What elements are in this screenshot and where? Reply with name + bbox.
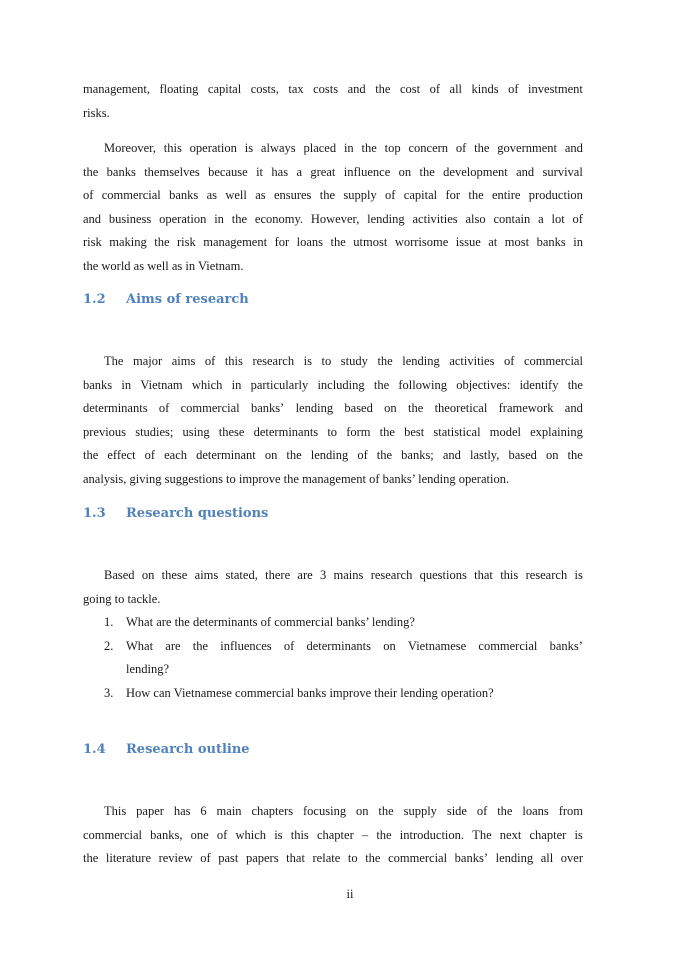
text-line: risks. xyxy=(83,105,110,120)
text-line: risk making the risk management for loans the utmost worrisome issue at most banks in xyxy=(83,235,583,249)
list-item xyxy=(104,635,583,682)
text-line: commercial banks, one of which is this chapter – the introduction. The next chapter is xyxy=(83,827,583,842)
list-number: 1. xyxy=(104,615,114,629)
section-title: Research outline xyxy=(126,742,250,757)
text-line: management, floating capital costs, tax costs and the cost of all kinds of investment xyxy=(83,82,583,96)
list-item-text: What are the determinants of commercial banks’ lending? xyxy=(126,615,415,629)
paragraph-outline xyxy=(83,800,583,871)
text-line: the literature review of past papers that relate to the commercial banks’ lending all over xyxy=(83,851,583,865)
list-number: 2. xyxy=(104,638,114,653)
page-number: ii xyxy=(346,887,354,901)
paragraph-intro-continued xyxy=(83,78,583,125)
text-line: previous studies; using these determinants to form the best statistical model explaining xyxy=(83,424,583,439)
list-item xyxy=(104,682,583,706)
text-line: lending? xyxy=(126,662,170,676)
text-line: This paper has 6 main chapters focusing on the supply side of the loans from xyxy=(104,804,583,818)
section-number: 1.2 xyxy=(83,292,106,307)
list-number: 3. xyxy=(104,685,114,700)
section-number: 1.4 xyxy=(83,742,106,757)
text-line: Moreover, this operation is always placed in the top concern of the government and xyxy=(104,141,583,155)
text-line: going to tackle. xyxy=(83,591,161,606)
section-title: Research questions xyxy=(126,506,269,521)
text-line: the effect of each determinant on the lending of the banks; and lastly, based on the xyxy=(83,448,583,462)
text-line: the banks themselves because it has a great influence on the development and survival xyxy=(83,164,583,179)
paragraph-government-concern xyxy=(83,137,583,278)
list-item xyxy=(104,611,583,635)
text-line: banks in Vietnam which in particularly including the following objectives: identify the xyxy=(83,377,583,392)
section-title: Aims of research xyxy=(126,292,249,307)
text-line: Based on these aims stated, there are 3 mains research questions that this research is xyxy=(104,568,583,582)
section-heading-1-2 xyxy=(83,292,249,307)
section-heading-1-4 xyxy=(83,742,250,757)
text-line: and business operation in the economy. However, lending activities also contain a lot of xyxy=(83,211,583,226)
paragraph-aims xyxy=(83,350,583,491)
list-item-text: How can Vietnamese commercial banks improve their lending operation? xyxy=(126,685,494,700)
section-number: 1.3 xyxy=(83,506,106,521)
text-line: analysis, giving suggestions to improve the management of banks’ lending operation. xyxy=(83,471,510,486)
paragraph-research-questions-intro xyxy=(83,564,583,611)
research-questions-list xyxy=(104,611,583,705)
section-heading-1-3 xyxy=(83,506,268,521)
text-line: What are the influences of determinants on Vietnamese commercial banks’ xyxy=(126,638,583,653)
text-line: The major aims of this research is to study the lending activities of commercial xyxy=(104,354,583,368)
list-item-text xyxy=(126,635,583,682)
text-line: determinants of commercial banks’ lending based on the theoretical framework and xyxy=(83,401,583,415)
text-line: of commercial banks as well as ensures the supply of capital for the entire production xyxy=(83,188,583,202)
text-line: the world as well as in Vietnam. xyxy=(83,258,244,273)
